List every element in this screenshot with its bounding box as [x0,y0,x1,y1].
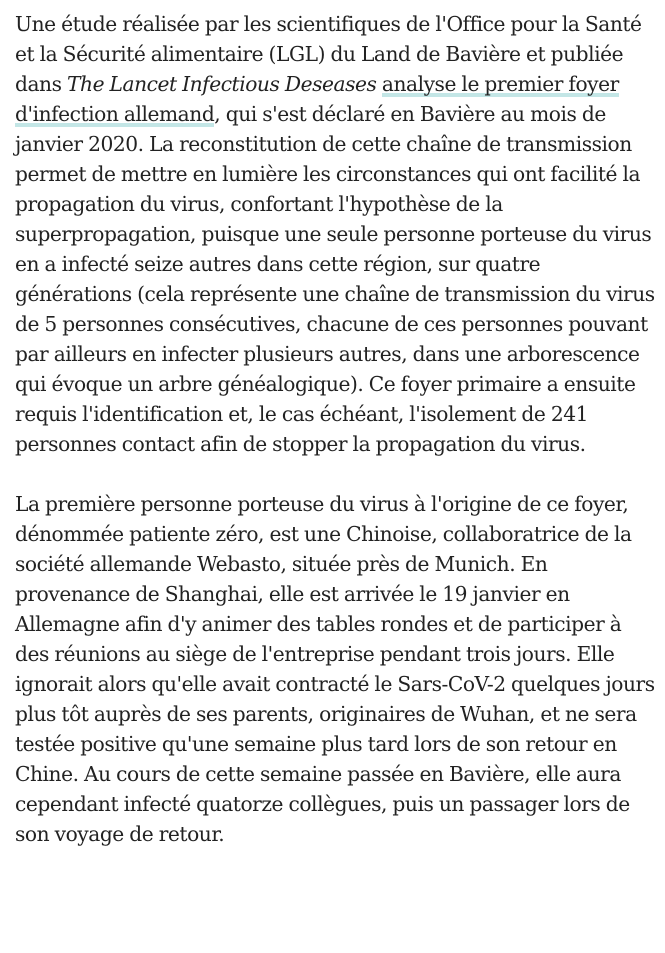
paragraph-1-rest: , qui s'est déclaré en Bavière au mois de janvier 2020. La reconstitution de cette chaîne de transmission permet de mettre en lumière les circonstances qui ont facilité la propagation du virus, confortant l'hypothèse de la superpropagation, puisque une seule personne porteuse du virus en a infecté seize autres dans cette région, sur quatre générations (cela représente une chaîne de transmission du virus de 5 personnes consécutives, chacune de ces personnes pouvant par ailleurs en infecter plusieurs autres, dans une arborescence qui évoque un arbre généalogique). Ce foyer primaire a ensuite requis l'identification et, le cas échéant, l'isolement de 241 personnes contact afin de stopper la propagation du virus. [15,102,655,456]
journal-title: The Lancet Infectious Deseases [67,72,377,96]
paragraph-1-intro: Une étude réalisée par les scientifiques de l'Office pour la Santé et la Sécurité alimentaire (LGL) du Land de Bavière et publiée dans [15,12,642,96]
article-body [15,9,655,849]
paragraph-1 [15,9,655,459]
study-link[interactable]: analyse le premier foyer d'infection allemand [15,72,619,126]
paragraph-2: La première personne porteuse du virus à l'origine de ce foyer, dénommée patiente zéro, est une Chinoise, collaboratrice de la société allemande Webasto, située près de Munich. En provenance de Shanghai, elle est arrivée le 19 janvier en Allemagne afin d'y animer des tables rondes et de participer à des réunions au siège de l'entreprise pendant trois jours. Elle ignorait alors qu'elle avait contracté le Sars-CoV-2 quelques jours plus tôt auprès de ses parents, originaires de Wuhan, et ne sera testée positive qu'une semaine plus tard lors de son retour en Chine. Au cours de cette semaine passée en Bavière, elle aura cependant infecté quatorze collègues, puis un passager lors de son voyage de retour. [15,492,655,846]
